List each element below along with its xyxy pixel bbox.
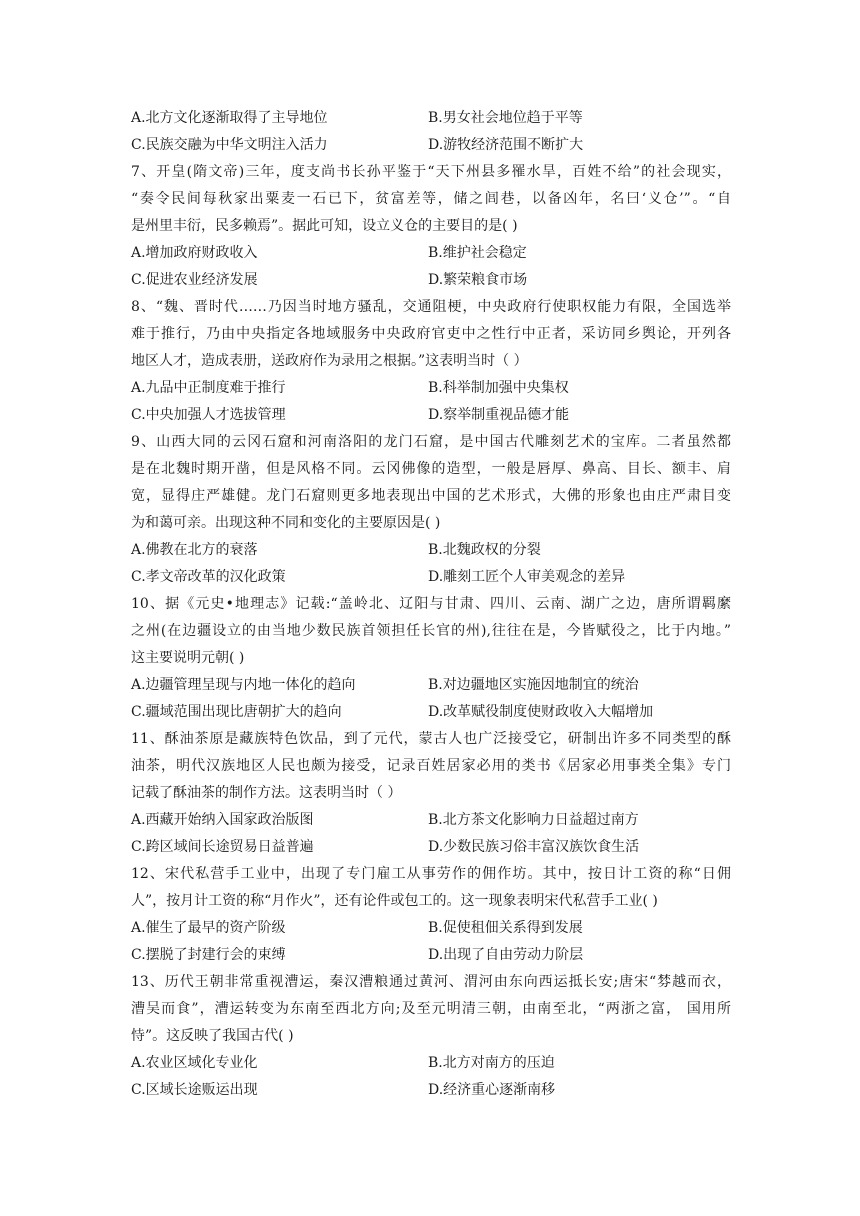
option-d: D.察举制重视品德才能 xyxy=(428,407,570,423)
option-d: D.改革赋役制度使财政收入大幅增加 xyxy=(428,704,654,720)
option-b: B.维护社会稳定 xyxy=(428,245,527,261)
option-c: C.民族交融为中华文明注入活力 xyxy=(131,137,328,153)
option-a: A.西藏开始纳入国家政治版图 xyxy=(131,812,314,828)
question-11-stem-line-3: 记载了酥油茶的制作方法。这表明当时（ ） xyxy=(131,785,402,801)
option-c: C.跨区域间长途贸易日益普遍 xyxy=(131,839,314,855)
option-b: B.北魏政权的分裂 xyxy=(428,542,541,558)
option-d: D.出现了自由劳动力阶层 xyxy=(428,947,584,963)
question-13-stem-line-2: 漕吴而食”，漕运转变为东南至西北方向;及至元明清三朝，由南至北，“两浙之富， 国用所 xyxy=(131,1001,731,1017)
question-7-stem-line-3: 是州里丰衍，民多赖焉”。据此可知，设立义仓的主要目的是( ) xyxy=(131,218,518,234)
question-12-stem-line-1: 12、宋代私营手工业中，出现了专门雇工从事劳作的佣作坊。其中，按日计工资的称“日佣 xyxy=(131,866,731,882)
option-c: C.中央加强人才选拔管理 xyxy=(131,407,286,423)
option-c: C.孝文帝改革的汉化政策 xyxy=(131,569,286,585)
option-a: A.催生了最早的资产阶级 xyxy=(131,920,286,936)
question-8-stem-line-3: 地区人才，造成表册，送政府作为录用之根据。”这表明当时（ ） xyxy=(131,353,528,369)
question-7-stem-line-2: “奏令民间每秋家出粟麦一石已下，贫富差等，储之闾巷，以备凶年，名曰‘义仓’”。“自 xyxy=(131,191,731,207)
option-d: D.游牧经济范围不断扩大 xyxy=(428,137,584,153)
option-d: D.经济重心逐渐南移 xyxy=(428,1082,556,1098)
question-9-stem-line-2: 是在北魏时期开凿，但是风格不同。云冈佛像的造型，一般是唇厚、鼻高、目长、额丰、肩 xyxy=(131,461,731,477)
option-a: A.九品中正制度难于推行 xyxy=(131,380,286,396)
question-8-stem-line-2: 难于推行，乃由中央指定各地域服务中央政府官吏中之性行中正者，采访同乡舆论，开列各 xyxy=(131,326,731,342)
question-10-stem-line-2: 之州(在边疆设立的由当地少数民族首领担任长官的州),往往在是，今皆赋役之，比于内地。” xyxy=(131,623,731,639)
option-d: D.繁荣粮食市场 xyxy=(428,272,528,288)
question-10-stem-line-1: 10、据《元史•地理志》记载:“盖岭北、辽阳与甘肃、四川、云南、湖广之边，唐所谓羁縻 xyxy=(131,596,731,612)
option-b: B.科举制加强中央集权 xyxy=(428,380,569,396)
question-12-stem-line-2: 人”，按月计工资的称“月作火”，还有论件或包工的。这一现象表明宋代私营手工业( ) xyxy=(131,893,658,909)
option-a: A.农业区域化专业化 xyxy=(131,1055,258,1071)
option-a: A.北方文化逐渐取得了主导地位 xyxy=(131,110,328,126)
option-b: B.北方对南方的压迫 xyxy=(428,1055,555,1071)
question-7-stem-line-1: 7、开皇(隋文帝)三年，度支尚书长孙平鉴于“天下州县多罹水旱，百姓不给”的社会现实， xyxy=(131,164,731,180)
question-13-stem-line-1: 13、历代王朝非常重视漕运，秦汉漕粮通过黄河、渭河由东向西运抵长安;唐宋“棼越而衣， xyxy=(131,974,731,990)
option-a: A.边疆管理呈现与内地一体化的趋向 xyxy=(131,677,356,693)
option-a: A.增加政府财政收入 xyxy=(131,245,258,261)
option-c: C.疆域范围出现比唐朝扩大的趋向 xyxy=(131,704,342,720)
question-9-stem-line-1: 9、山西大同的云冈石窟和河南洛阳的龙门石窟，是中国古代雕刻艺术的宝库。二者虽然都 xyxy=(131,434,731,450)
question-11-stem-line-2: 油茶，明代汉族地区人民也颇为接受，记录百姓居家必用的类书《居家必用事类全集》专门 xyxy=(131,758,731,774)
option-b: B.男女社会地位趋于平等 xyxy=(428,110,583,126)
option-c: C.摆脱了封建行会的束缚 xyxy=(131,947,286,963)
option-c: C.促进农业经济发展 xyxy=(131,272,258,288)
question-11-stem-line-1: 11、酥油茶原是藏族特色饮品，到了元代，蒙古人也广泛接受它，研制出许多不同类型的酥 xyxy=(131,731,731,747)
question-8-stem-line-1: 8、“魏、晋时代……乃因当时地方骚乱，交通阻梗，中央政府行使职权能力有限，全国选举 xyxy=(131,299,731,315)
option-d: D.雕刻工匠个人审美观念的差异 xyxy=(428,569,626,585)
question-13-stem-line-3: 恃”。这反映了我国古代( ) xyxy=(131,1028,294,1044)
option-b: B.促使租佃关系得到发展 xyxy=(428,920,583,936)
option-b: B.对边疆地区实施因地制宜的统治 xyxy=(428,677,639,693)
question-9-stem-line-3: 宽，显得庄严雄健。龙门石窟则更多地表现出中国的艺术形式，大佛的形象也由庄严肃目变 xyxy=(131,488,731,504)
question-9-stem-line-4: 为和蔼可亲。出现这种不同和变化的主要原因是( ) xyxy=(131,515,441,531)
option-c: C.区域长途贩运出现 xyxy=(131,1082,258,1098)
option-d: D.少数民族习俗丰富汉族饮食生活 xyxy=(428,839,640,855)
question-10-stem-line-3: 这主要说明元朝( ) xyxy=(131,650,245,666)
option-b: B.北方茶文化影响力日益超过南方 xyxy=(428,812,639,828)
option-a: A.佛教在北方的衰落 xyxy=(131,542,258,558)
